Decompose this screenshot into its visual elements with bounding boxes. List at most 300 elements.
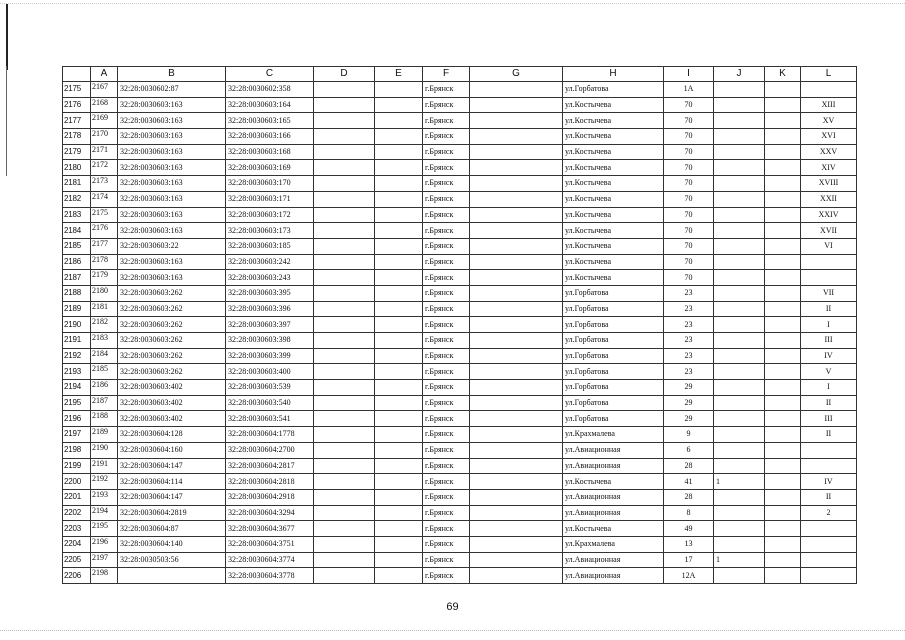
cell-l: XXII bbox=[801, 191, 857, 207]
cell-g bbox=[470, 364, 563, 380]
cell-f: г.Брянск bbox=[423, 82, 470, 98]
cell-e bbox=[375, 489, 423, 505]
cell-i: 49 bbox=[664, 521, 714, 537]
cell-k bbox=[765, 301, 801, 317]
cell-j bbox=[714, 160, 765, 176]
cell-e bbox=[375, 568, 423, 584]
table-row bbox=[63, 223, 857, 239]
cell-c: 32:28:0030603:170 bbox=[226, 176, 314, 192]
cell-c: 32:28:0030603:165 bbox=[226, 113, 314, 129]
cell-l: 2 bbox=[801, 505, 857, 521]
cell-f: г.Брянск bbox=[423, 207, 470, 223]
cell-f: г.Брянск bbox=[423, 536, 470, 552]
cell-i: 70 bbox=[664, 129, 714, 145]
row-number-cell: 2203 bbox=[63, 521, 91, 537]
cell-e bbox=[375, 505, 423, 521]
cell-a: 2198 bbox=[91, 568, 118, 584]
cell-b: 32:28:0030603:163 bbox=[118, 223, 226, 239]
cell-g bbox=[470, 489, 563, 505]
row-number-cell: 2202 bbox=[63, 505, 91, 521]
cell-f: г.Брянск bbox=[423, 238, 470, 254]
table-row bbox=[63, 489, 857, 505]
cell-a: 2195 bbox=[91, 521, 118, 537]
cell-d bbox=[314, 333, 375, 349]
column-header-l: L bbox=[801, 67, 857, 82]
table-row bbox=[63, 505, 857, 521]
column-header-i: I bbox=[664, 67, 714, 82]
cell-g bbox=[470, 395, 563, 411]
table-row bbox=[63, 427, 857, 443]
cell-c: 32:28:0030603:168 bbox=[226, 144, 314, 160]
cell-h: ул.Костычева bbox=[563, 144, 664, 160]
cell-c: 32:28:0030604:3677 bbox=[226, 521, 314, 537]
cell-f: г.Брянск bbox=[423, 411, 470, 427]
cell-f: г.Брянск bbox=[423, 348, 470, 364]
cell-c: 32:28:0030603:242 bbox=[226, 254, 314, 270]
cell-i: 12А bbox=[664, 568, 714, 584]
table-row bbox=[63, 411, 857, 427]
cell-d bbox=[314, 97, 375, 113]
cell-e bbox=[375, 442, 423, 458]
cell-i: 70 bbox=[664, 113, 714, 129]
cell-j bbox=[714, 238, 765, 254]
cell-g bbox=[470, 474, 563, 490]
cell-k bbox=[765, 191, 801, 207]
cell-e bbox=[375, 474, 423, 490]
cell-d bbox=[314, 442, 375, 458]
cell-b: 32:28:0030603:163 bbox=[118, 129, 226, 145]
cell-k bbox=[765, 160, 801, 176]
cell-a: 2181 bbox=[91, 301, 118, 317]
cell-h: ул.Костычева bbox=[563, 270, 664, 286]
cell-h: ул.Авиационная bbox=[563, 568, 664, 584]
cell-b: 32:28:0030603:262 bbox=[118, 364, 226, 380]
cell-c: 32:28:0030603:540 bbox=[226, 395, 314, 411]
row-number-cell: 2189 bbox=[63, 301, 91, 317]
cell-j bbox=[714, 536, 765, 552]
cell-i: 41 bbox=[664, 474, 714, 490]
row-number-cell: 2194 bbox=[63, 380, 91, 396]
cell-k bbox=[765, 552, 801, 568]
cell-e bbox=[375, 144, 423, 160]
table-row bbox=[63, 113, 857, 129]
table-row bbox=[63, 254, 857, 270]
cell-g bbox=[470, 380, 563, 396]
cell-f: г.Брянск bbox=[423, 395, 470, 411]
cell-a: 2185 bbox=[91, 364, 118, 380]
cell-c: 32:28:0030604:2700 bbox=[226, 442, 314, 458]
cell-f: г.Брянск bbox=[423, 427, 470, 443]
cell-c: 32:28:0030603:397 bbox=[226, 317, 314, 333]
cell-k bbox=[765, 223, 801, 239]
cell-e bbox=[375, 238, 423, 254]
cell-b: 32:28:0030603:262 bbox=[118, 301, 226, 317]
cell-i: 70 bbox=[664, 97, 714, 113]
cell-g bbox=[470, 223, 563, 239]
cell-g bbox=[470, 160, 563, 176]
cell-j bbox=[714, 505, 765, 521]
cell-h: ул.Костычева bbox=[563, 254, 664, 270]
cell-k bbox=[765, 82, 801, 98]
cell-j bbox=[714, 223, 765, 239]
cell-j bbox=[714, 207, 765, 223]
cell-i: 23 bbox=[664, 301, 714, 317]
cell-b: 32:28:0030603:163 bbox=[118, 176, 226, 192]
cell-l: XVIII bbox=[801, 176, 857, 192]
cell-a: 2170 bbox=[91, 129, 118, 145]
cell-e bbox=[375, 254, 423, 270]
cell-k bbox=[765, 176, 801, 192]
cell-b: 32:28:0030603:262 bbox=[118, 317, 226, 333]
cell-g bbox=[470, 191, 563, 207]
table-row bbox=[63, 536, 857, 552]
cell-g bbox=[470, 411, 563, 427]
table-row bbox=[63, 97, 857, 113]
cell-e bbox=[375, 333, 423, 349]
cell-f: г.Брянск bbox=[423, 160, 470, 176]
cell-f: г.Брянск bbox=[423, 270, 470, 286]
cell-k bbox=[765, 113, 801, 129]
column-header-b: B bbox=[118, 67, 226, 82]
cell-a: 2168 bbox=[91, 97, 118, 113]
cell-k bbox=[765, 505, 801, 521]
cell-g bbox=[470, 97, 563, 113]
page-number: 69 bbox=[446, 601, 459, 613]
row-number-cell: 2190 bbox=[63, 317, 91, 333]
row-number-cell: 2176 bbox=[63, 97, 91, 113]
cell-j bbox=[714, 458, 765, 474]
cell-i: 23 bbox=[664, 317, 714, 333]
scan-edge-top bbox=[0, 3, 905, 5]
row-number-cell: 2181 bbox=[63, 176, 91, 192]
cell-l: XVI bbox=[801, 129, 857, 145]
cell-d bbox=[314, 82, 375, 98]
cell-h: ул.Горбатова bbox=[563, 333, 664, 349]
cell-d bbox=[314, 129, 375, 145]
cell-h: ул.Костычева bbox=[563, 521, 664, 537]
cell-k bbox=[765, 129, 801, 145]
cell-h: ул.Костычева bbox=[563, 191, 664, 207]
cell-h: ул.Крахмалева bbox=[563, 536, 664, 552]
cell-a: 2190 bbox=[91, 442, 118, 458]
cell-b: 32:28:0030603:262 bbox=[118, 348, 226, 364]
cell-a: 2172 bbox=[91, 160, 118, 176]
table-row bbox=[63, 458, 857, 474]
cell-e bbox=[375, 160, 423, 176]
cell-d bbox=[314, 317, 375, 333]
row-number-cell: 2192 bbox=[63, 348, 91, 364]
column-header-h: H bbox=[563, 67, 664, 82]
cell-c: 32:28:0030604:2817 bbox=[226, 458, 314, 474]
cell-d bbox=[314, 176, 375, 192]
cell-e bbox=[375, 129, 423, 145]
cell-j bbox=[714, 427, 765, 443]
cell-d bbox=[314, 536, 375, 552]
cell-i: 9 bbox=[664, 427, 714, 443]
cell-e bbox=[375, 191, 423, 207]
cell-g bbox=[470, 521, 563, 537]
cell-l bbox=[801, 82, 857, 98]
cell-f: г.Брянск bbox=[423, 176, 470, 192]
row-number-cell: 2201 bbox=[63, 489, 91, 505]
cell-f: г.Брянск bbox=[423, 285, 470, 301]
cell-c: 32:28:0030603:169 bbox=[226, 160, 314, 176]
cell-i: 70 bbox=[664, 176, 714, 192]
cell-e bbox=[375, 301, 423, 317]
cell-a: 2173 bbox=[91, 176, 118, 192]
row-number-cell: 2186 bbox=[63, 254, 91, 270]
cell-e bbox=[375, 223, 423, 239]
cell-b: 32:28:0030603:402 bbox=[118, 411, 226, 427]
cell-i: 23 bbox=[664, 285, 714, 301]
cell-h: ул.Горбатова bbox=[563, 348, 664, 364]
cell-k bbox=[765, 97, 801, 113]
cell-a: 2192 bbox=[91, 474, 118, 490]
cell-g bbox=[470, 176, 563, 192]
cell-i: 29 bbox=[664, 380, 714, 396]
table-body bbox=[63, 82, 857, 584]
cell-d bbox=[314, 301, 375, 317]
cell-b: 32:28:0030604:114 bbox=[118, 474, 226, 490]
cell-k bbox=[765, 395, 801, 411]
cell-f: г.Брянск bbox=[423, 489, 470, 505]
row-number-cell: 2175 bbox=[63, 82, 91, 98]
row-number-cell: 2198 bbox=[63, 442, 91, 458]
row-number-cell: 2185 bbox=[63, 238, 91, 254]
cell-d bbox=[314, 427, 375, 443]
cell-g bbox=[470, 317, 563, 333]
cell-k bbox=[765, 474, 801, 490]
cell-a: 2194 bbox=[91, 505, 118, 521]
cell-k bbox=[765, 333, 801, 349]
cell-j bbox=[714, 348, 765, 364]
table-row bbox=[63, 270, 857, 286]
column-header-c: C bbox=[226, 67, 314, 82]
cell-k bbox=[765, 144, 801, 160]
cell-f: г.Брянск bbox=[423, 223, 470, 239]
cell-c: 32:28:0030603:400 bbox=[226, 364, 314, 380]
cell-c: 32:28:0030603:396 bbox=[226, 301, 314, 317]
table-row bbox=[63, 207, 857, 223]
cell-c: 32:28:0030603:172 bbox=[226, 207, 314, 223]
row-number-cell: 2197 bbox=[63, 427, 91, 443]
cell-d bbox=[314, 458, 375, 474]
cell-a: 2186 bbox=[91, 380, 118, 396]
cell-h: ул.Авиационная bbox=[563, 552, 664, 568]
cell-e bbox=[375, 395, 423, 411]
cell-d bbox=[314, 395, 375, 411]
cell-i: 23 bbox=[664, 364, 714, 380]
cell-d bbox=[314, 474, 375, 490]
cell-i: 29 bbox=[664, 395, 714, 411]
cell-b: 32:28:0030602:87 bbox=[118, 82, 226, 98]
table-row bbox=[63, 380, 857, 396]
cell-j bbox=[714, 254, 765, 270]
cell-b: 32:28:0030603:402 bbox=[118, 395, 226, 411]
cell-b: 32:28:0030603:163 bbox=[118, 160, 226, 176]
cell-c: 32:28:0030603:395 bbox=[226, 285, 314, 301]
cell-l bbox=[801, 568, 857, 584]
cell-l bbox=[801, 458, 857, 474]
cell-a: 2183 bbox=[91, 333, 118, 349]
column-header-row bbox=[63, 67, 857, 82]
cell-g bbox=[470, 301, 563, 317]
cell-e bbox=[375, 270, 423, 286]
cell-g bbox=[470, 427, 563, 443]
cell-h: ул.Горбатова bbox=[563, 301, 664, 317]
cell-h: ул.Костычева bbox=[563, 160, 664, 176]
scan-edge-bottom bbox=[0, 630, 905, 632]
cell-l: IV bbox=[801, 474, 857, 490]
cell-h: ул.Крахмалева bbox=[563, 427, 664, 443]
cell-j bbox=[714, 113, 765, 129]
scan-margin-line-lower bbox=[6, 66, 7, 176]
cell-i: 70 bbox=[664, 223, 714, 239]
cell-f: г.Брянск bbox=[423, 458, 470, 474]
cell-h: ул.Горбатова bbox=[563, 317, 664, 333]
row-number-cell: 2184 bbox=[63, 223, 91, 239]
cell-c: 32:28:0030604:3778 bbox=[226, 568, 314, 584]
cell-l bbox=[801, 536, 857, 552]
cell-l bbox=[801, 442, 857, 458]
cell-e bbox=[375, 348, 423, 364]
cell-e bbox=[375, 97, 423, 113]
cell-g bbox=[470, 270, 563, 286]
cell-i: 70 bbox=[664, 238, 714, 254]
cell-f: г.Брянск bbox=[423, 301, 470, 317]
table-row bbox=[63, 521, 857, 537]
cell-g bbox=[470, 207, 563, 223]
cell-f: г.Брянск bbox=[423, 254, 470, 270]
column-header-g: G bbox=[470, 67, 563, 82]
row-number-cell: 2200 bbox=[63, 474, 91, 490]
cell-k bbox=[765, 364, 801, 380]
column-header-e: E bbox=[375, 67, 423, 82]
cell-d bbox=[314, 144, 375, 160]
cell-j bbox=[714, 442, 765, 458]
cell-j bbox=[714, 97, 765, 113]
cell-k bbox=[765, 285, 801, 301]
cell-f: г.Брянск bbox=[423, 380, 470, 396]
cell-a: 2179 bbox=[91, 270, 118, 286]
cell-b: 32:28:0030603:163 bbox=[118, 113, 226, 129]
cell-e bbox=[375, 364, 423, 380]
cell-j: 1 bbox=[714, 552, 765, 568]
cell-e bbox=[375, 113, 423, 129]
table-row bbox=[63, 144, 857, 160]
cell-h: ул.Горбатова bbox=[563, 411, 664, 427]
row-number-cell: 2193 bbox=[63, 364, 91, 380]
cell-d bbox=[314, 191, 375, 207]
cell-e bbox=[375, 427, 423, 443]
cell-h: ул.Костычева bbox=[563, 176, 664, 192]
cell-j bbox=[714, 489, 765, 505]
cell-j bbox=[714, 521, 765, 537]
cell-d bbox=[314, 270, 375, 286]
cell-l: XIV bbox=[801, 160, 857, 176]
row-number-cell: 2191 bbox=[63, 333, 91, 349]
cell-a: 2197 bbox=[91, 552, 118, 568]
cell-c: 32:28:0030604:3751 bbox=[226, 536, 314, 552]
row-number-cell: 2205 bbox=[63, 552, 91, 568]
cell-c: 32:28:0030604:3294 bbox=[226, 505, 314, 521]
cell-l: XXV bbox=[801, 144, 857, 160]
cell-j bbox=[714, 333, 765, 349]
cell-a: 2178 bbox=[91, 254, 118, 270]
cell-b: 32:28:0030603:163 bbox=[118, 191, 226, 207]
cell-l: I bbox=[801, 317, 857, 333]
cell-g bbox=[470, 442, 563, 458]
cell-i: 23 bbox=[664, 348, 714, 364]
cell-c: 32:28:0030604:2818 bbox=[226, 474, 314, 490]
table-row bbox=[63, 176, 857, 192]
cell-c: 32:28:0030603:164 bbox=[226, 97, 314, 113]
cell-l: I bbox=[801, 380, 857, 396]
cell-k bbox=[765, 489, 801, 505]
cell-k bbox=[765, 254, 801, 270]
cell-l: XV bbox=[801, 113, 857, 129]
cell-g bbox=[470, 348, 563, 364]
cell-b bbox=[118, 568, 226, 584]
cell-l: VI bbox=[801, 238, 857, 254]
cell-c: 32:28:0030604:3774 bbox=[226, 552, 314, 568]
cell-l: II bbox=[801, 489, 857, 505]
cell-l bbox=[801, 254, 857, 270]
cell-g bbox=[470, 552, 563, 568]
cell-j bbox=[714, 380, 765, 396]
cell-j bbox=[714, 176, 765, 192]
cell-h: ул.Горбатова bbox=[563, 82, 664, 98]
table-row bbox=[63, 191, 857, 207]
cell-b: 32:28:0030603:402 bbox=[118, 380, 226, 396]
cell-a: 2175 bbox=[91, 207, 118, 223]
cell-h: ул.Горбатова bbox=[563, 380, 664, 396]
cell-f: г.Брянск bbox=[423, 129, 470, 145]
cell-j bbox=[714, 285, 765, 301]
table-row bbox=[63, 348, 857, 364]
cell-f: г.Брянск bbox=[423, 364, 470, 380]
cell-g bbox=[470, 238, 563, 254]
cell-b: 32:28:0030604:147 bbox=[118, 489, 226, 505]
table-row bbox=[63, 129, 857, 145]
table-row bbox=[63, 395, 857, 411]
cell-a: 2174 bbox=[91, 191, 118, 207]
cell-f: г.Брянск bbox=[423, 552, 470, 568]
cell-b: 32:28:0030603:163 bbox=[118, 254, 226, 270]
cell-f: г.Брянск bbox=[423, 144, 470, 160]
cell-d bbox=[314, 113, 375, 129]
cell-d bbox=[314, 364, 375, 380]
column-header-a: A bbox=[91, 67, 118, 82]
cell-f: г.Брянск bbox=[423, 333, 470, 349]
cell-a: 2176 bbox=[91, 223, 118, 239]
table-row bbox=[63, 160, 857, 176]
cell-b: 32:28:0030604:128 bbox=[118, 427, 226, 443]
cell-i: 23 bbox=[664, 333, 714, 349]
cell-k bbox=[765, 207, 801, 223]
cell-i: 70 bbox=[664, 191, 714, 207]
cell-d bbox=[314, 521, 375, 537]
cell-i: 70 bbox=[664, 270, 714, 286]
cell-i: 28 bbox=[664, 489, 714, 505]
cell-l: III bbox=[801, 333, 857, 349]
cell-c: 32:28:0030604:2918 bbox=[226, 489, 314, 505]
row-number-cell: 2206 bbox=[63, 568, 91, 584]
cell-k bbox=[765, 411, 801, 427]
cell-c: 32:28:0030603:399 bbox=[226, 348, 314, 364]
cell-k bbox=[765, 238, 801, 254]
cell-a: 2191 bbox=[91, 458, 118, 474]
